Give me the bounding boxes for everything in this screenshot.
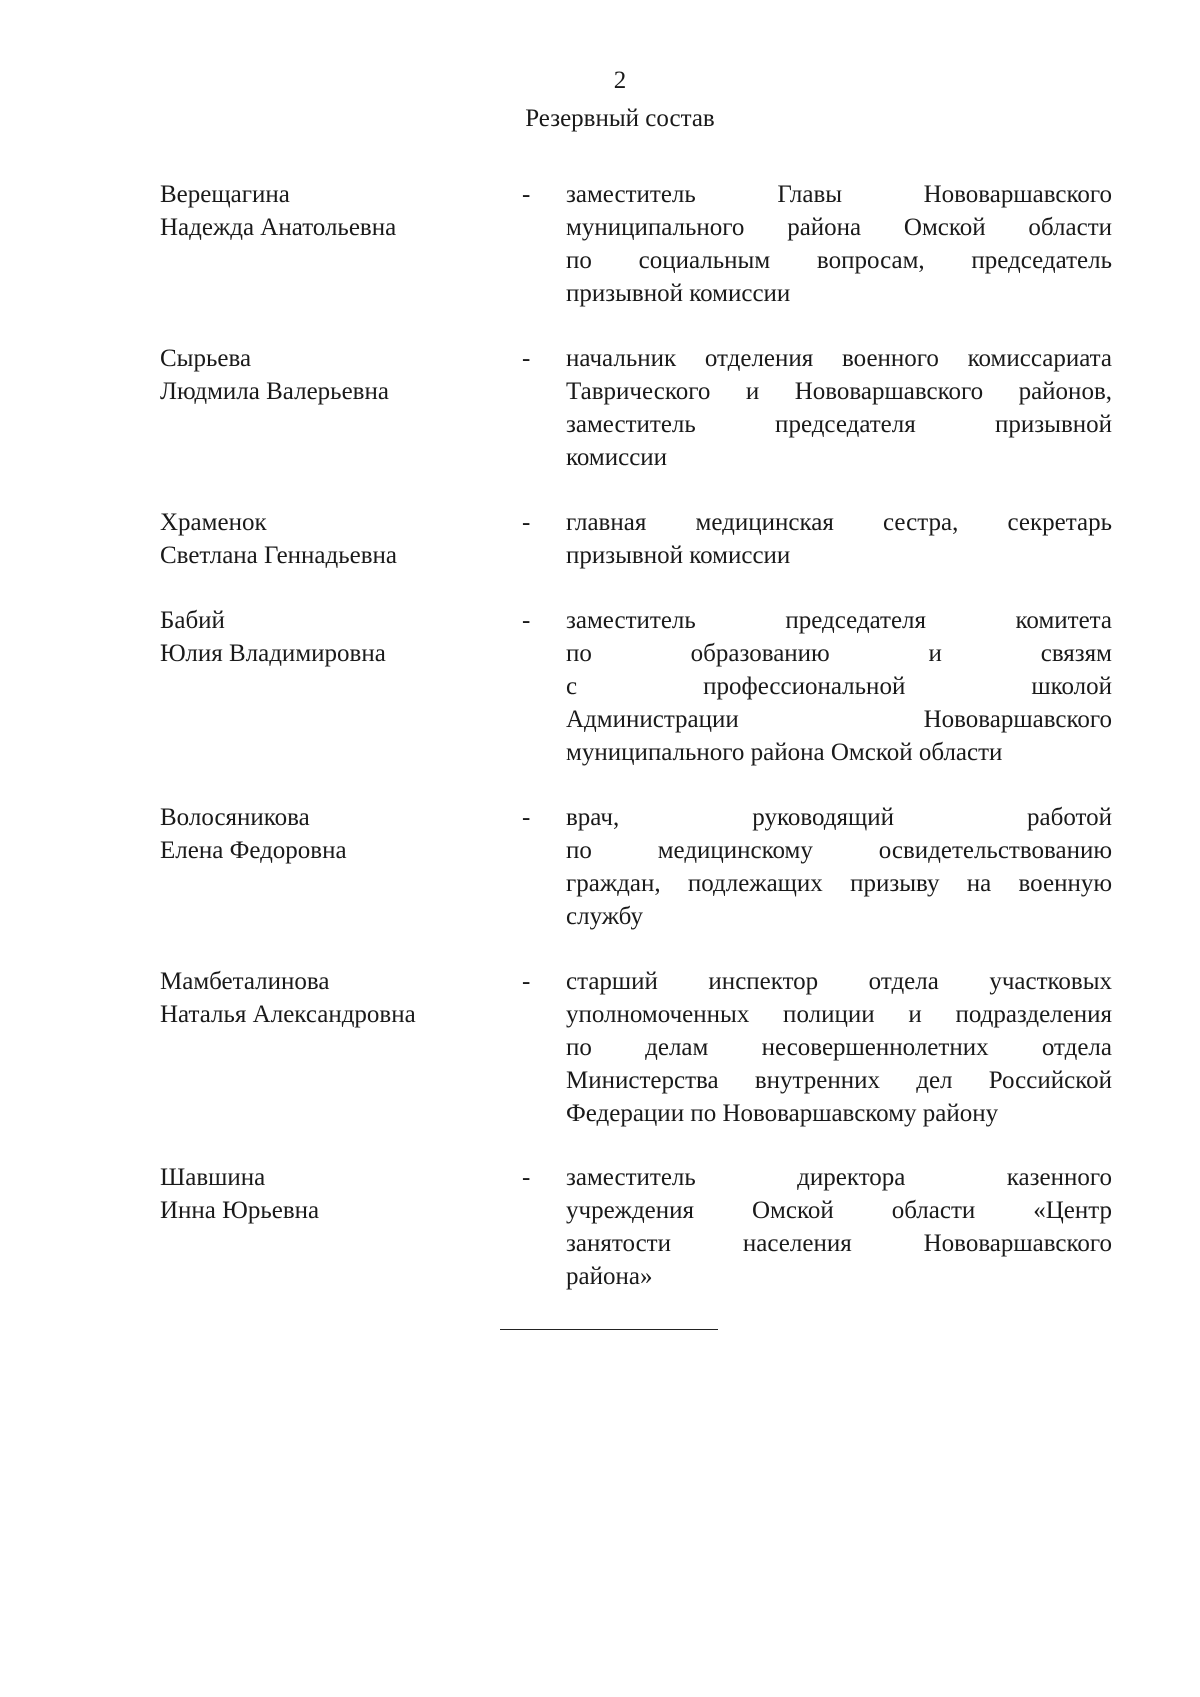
role-line: Министерства внутренних дел Российской	[566, 1067, 1112, 1094]
member-name	[160, 1161, 500, 1227]
dash-separator: -	[522, 1164, 531, 1191]
member-name	[160, 801, 500, 867]
role-line: муниципального района Омской области	[566, 214, 1112, 241]
role-line: по образованию и связям	[566, 640, 1112, 667]
role-line: призывной комиссии	[566, 542, 791, 569]
role-line: призывной комиссии	[566, 280, 791, 307]
role-line: учреждения Омской области «Центр	[566, 1197, 1112, 1224]
member-surname: Сырьева	[160, 345, 252, 372]
role-line: занятости населения Нововаршавского	[566, 1230, 1112, 1257]
page-number: 2	[613, 67, 627, 94]
member-given-names: Елена Федоровна	[160, 837, 347, 864]
role-line: по медицинскому освидетельствованию	[566, 837, 1112, 864]
role-line: по социальным вопросам, председатель	[566, 247, 1112, 274]
role-line: главная медицинская сестра, секретарь	[566, 509, 1112, 536]
member-name	[160, 965, 500, 1031]
role-line: старший инспектор отдела участковых	[566, 968, 1112, 995]
member-role	[566, 965, 1112, 1130]
member-role	[566, 1161, 1112, 1293]
member-role	[566, 604, 1112, 769]
member-name	[160, 342, 500, 408]
end-of-list-rule	[500, 1329, 718, 1330]
role-line: заместитель директора казенного	[566, 1164, 1112, 1191]
dash-separator: -	[522, 181, 531, 208]
dash-separator: -	[522, 804, 531, 831]
member-role	[566, 178, 1112, 310]
section-title: Резервный состав	[525, 105, 715, 132]
role-line: Федерации по Нововаршавскому району	[566, 1100, 999, 1127]
member-given-names: Светлана Геннадьевна	[160, 542, 398, 569]
member-surname: Шавшина	[160, 1164, 266, 1191]
dash-separator: -	[522, 968, 531, 995]
role-line: граждан, подлежащих призыву на военную	[566, 870, 1112, 897]
member-role	[566, 801, 1112, 933]
member-name	[160, 178, 500, 244]
member-given-names: Инна Юрьевна	[160, 1197, 320, 1224]
member-surname: Верещагина	[160, 181, 290, 208]
role-line: врач, руководящий работой	[566, 804, 1112, 831]
role-line: района»	[566, 1263, 653, 1290]
member-role	[566, 342, 1112, 474]
member-name	[160, 506, 500, 572]
role-line: уполномоченных полиции и подразделения	[566, 1001, 1112, 1028]
member-surname: Храменок	[160, 509, 267, 536]
dash-separator: -	[522, 607, 531, 634]
member-surname: Волосяникова	[160, 804, 310, 831]
member-given-names: Людмила Валерьевна	[160, 378, 389, 405]
member-given-names: Юлия Владимировна	[160, 640, 386, 667]
member-name	[160, 604, 500, 670]
role-line: по делам несовершеннолетних отдела	[566, 1034, 1112, 1061]
role-line: заместитель председателя призывной	[566, 411, 1112, 438]
role-line: Таврического и Нововаршавского районов,	[566, 378, 1112, 405]
member-given-names: Наталья Александровна	[160, 1001, 416, 1028]
role-line: с профессиональной школой	[566, 673, 1112, 700]
role-line: заместитель Главы Нововаршавского	[566, 181, 1112, 208]
dash-separator: -	[522, 345, 531, 372]
member-given-names: Надежда Анатольевна	[160, 214, 397, 241]
member-surname: Бабий	[160, 607, 225, 634]
role-line: комиссии	[566, 444, 668, 471]
role-line: Администрации Нововаршавского	[566, 706, 1112, 733]
role-line: начальник отделения военного комиссариата	[566, 345, 1112, 372]
role-line: службу	[566, 903, 643, 930]
role-line: заместитель председателя комитета	[566, 607, 1112, 634]
role-line: муниципального района Омской области	[566, 739, 1003, 766]
member-surname: Мамбеталинова	[160, 968, 330, 995]
dash-separator: -	[522, 509, 531, 536]
member-role	[566, 506, 1112, 572]
